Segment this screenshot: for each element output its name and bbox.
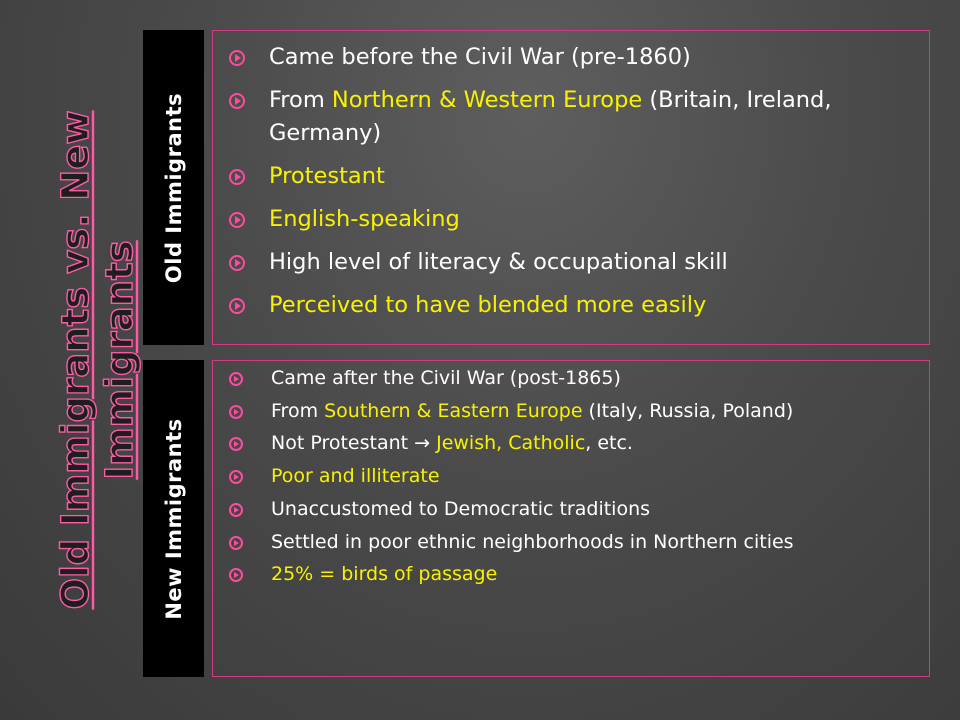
list-item bbox=[229, 432, 915, 455]
old-immigrants-label: Old Immigrants bbox=[161, 92, 186, 283]
arrow-circle-bullet-icon bbox=[229, 212, 245, 228]
new-immigrants-list bbox=[229, 367, 915, 586]
bullet-text: Settled in poor ethnic neighborhoods in Northern cities bbox=[271, 531, 794, 553]
bullet-highlight-text: 25% = birds of passage bbox=[271, 563, 498, 585]
arrow-circle-bullet-icon bbox=[229, 372, 243, 386]
arrow-circle-bullet-icon bbox=[229, 536, 243, 550]
list-item bbox=[229, 246, 915, 279]
bullet-text: Came before the Civil War (pre-1860) bbox=[269, 44, 691, 70]
old-immigrants-list bbox=[229, 41, 915, 322]
list-item bbox=[229, 367, 915, 390]
arrow-circle-bullet-icon bbox=[229, 568, 243, 582]
new-immigrants-content bbox=[212, 360, 930, 677]
bullet-text: , etc. bbox=[585, 432, 633, 454]
bullet-highlight-text: Poor and illiterate bbox=[271, 465, 440, 487]
arrow-circle-bullet-icon bbox=[229, 255, 245, 271]
list-item bbox=[229, 289, 915, 322]
old-immigrants-label-box bbox=[143, 30, 204, 345]
bullet-highlight-text: Jewish, Catholic bbox=[430, 432, 586, 454]
list-item bbox=[229, 160, 915, 193]
bullet-text: (Italy, Russia, Poland) bbox=[582, 400, 794, 422]
bullet-highlight-text: Northern & Western Europe bbox=[331, 87, 643, 113]
list-item bbox=[229, 498, 915, 521]
list-item bbox=[229, 84, 915, 150]
bullet-text: High level of literacy & occupational skill bbox=[269, 249, 728, 275]
bullet-text: Not Protestant bbox=[271, 432, 415, 454]
bullet-text: From bbox=[269, 87, 332, 113]
arrow-circle-bullet-icon bbox=[229, 437, 243, 451]
bullet-highlight-text: English-speaking bbox=[269, 206, 460, 232]
old-immigrants-content bbox=[212, 30, 930, 345]
list-item bbox=[229, 465, 915, 488]
bullet-text: Unaccustomed to Democratic traditions bbox=[271, 498, 651, 520]
slide-title-line-2: Immigrants bbox=[98, 240, 141, 480]
bullet-highlight-text: Southern & Eastern Europe bbox=[324, 400, 583, 422]
list-item bbox=[229, 400, 915, 423]
slide-title bbox=[54, 110, 142, 610]
arrow-circle-bullet-icon bbox=[229, 298, 245, 314]
arrow-circle-bullet-icon bbox=[229, 169, 245, 185]
list-item bbox=[229, 531, 915, 554]
new-immigrants-label-box bbox=[143, 360, 204, 677]
list-item bbox=[229, 203, 915, 236]
new-immigrants-label: New Immigrants bbox=[161, 417, 186, 620]
bullet-highlight-text: Protestant bbox=[269, 163, 385, 189]
list-item bbox=[229, 563, 915, 586]
arrow-circle-bullet-icon bbox=[229, 503, 243, 517]
bullet-text: (Britain, Ireland, Germany) bbox=[269, 87, 832, 146]
right-arrow-icon: → bbox=[414, 432, 431, 454]
bullet-text: Came after the Civil War (post-1865) bbox=[271, 367, 621, 389]
arrow-circle-bullet-icon bbox=[229, 405, 243, 419]
arrow-circle-bullet-icon bbox=[229, 50, 245, 66]
arrow-circle-bullet-icon bbox=[229, 93, 245, 109]
bullet-text: From bbox=[271, 400, 325, 422]
arrow-circle-bullet-icon bbox=[229, 470, 243, 484]
bullet-highlight-text: Perceived to have blended more easily bbox=[269, 292, 707, 318]
slide-title-container bbox=[48, 110, 148, 610]
slide-title-line-1: Old Immigrants vs. New bbox=[54, 110, 97, 610]
list-item bbox=[229, 41, 915, 74]
